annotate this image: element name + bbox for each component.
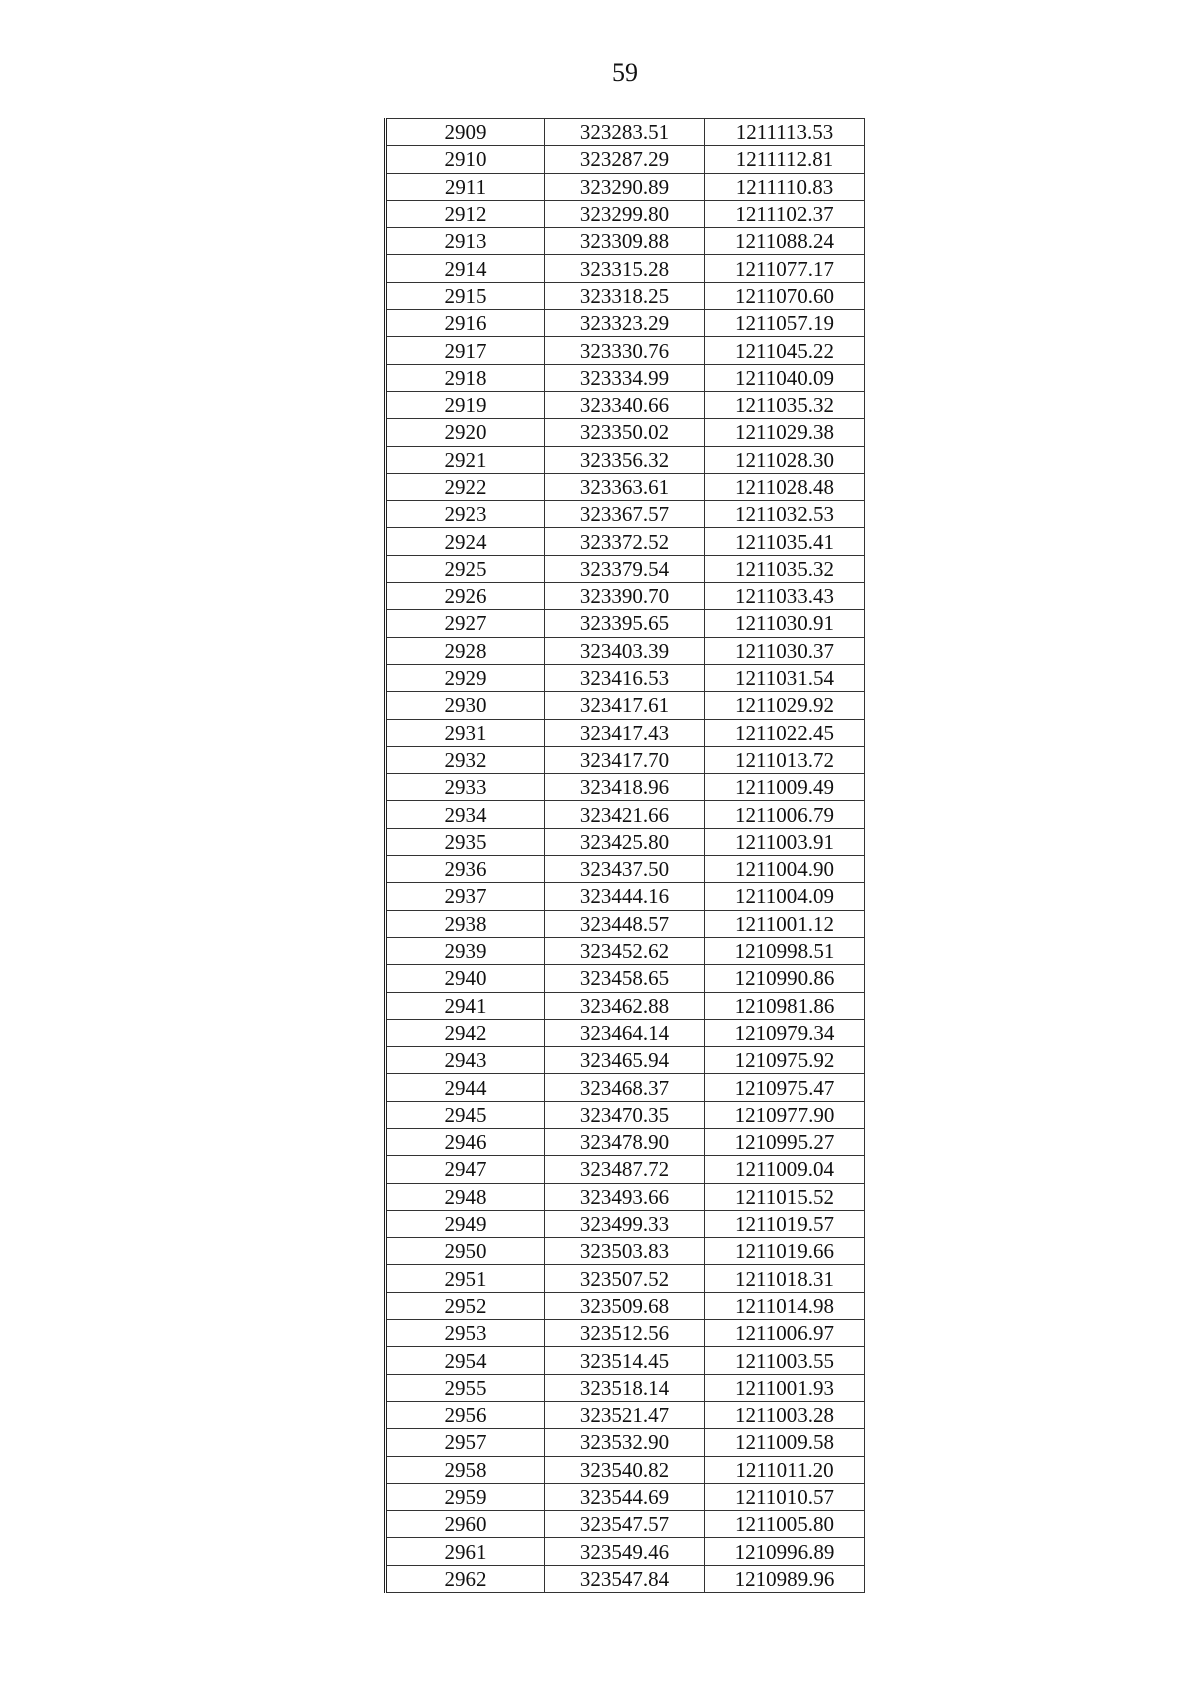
table-row [386, 1456, 865, 1483]
point-number-cell: 2915 [386, 282, 545, 309]
x-coordinate-cell: 323470.35 [545, 1101, 705, 1128]
y-coordinate-cell: 1211031.54 [705, 664, 865, 691]
table-row [386, 528, 865, 555]
x-coordinate-cell: 323547.84 [545, 1565, 705, 1592]
y-coordinate-cell: 1211028.30 [705, 446, 865, 473]
table-row [386, 1074, 865, 1101]
table-row [386, 992, 865, 1019]
point-number-cell: 2954 [386, 1347, 545, 1374]
x-coordinate-cell: 323318.25 [545, 282, 705, 309]
table-row [386, 1047, 865, 1074]
table-row [386, 1401, 865, 1428]
x-coordinate-cell: 323372.52 [545, 528, 705, 555]
y-coordinate-cell: 1211019.66 [705, 1238, 865, 1265]
point-number-cell: 2945 [386, 1101, 545, 1128]
x-coordinate-cell: 323452.62 [545, 937, 705, 964]
x-coordinate-cell: 323417.43 [545, 719, 705, 746]
point-number-cell: 2939 [386, 937, 545, 964]
y-coordinate-cell: 1211057.19 [705, 310, 865, 337]
y-coordinate-cell: 1211102.37 [705, 200, 865, 227]
x-coordinate-cell: 323309.88 [545, 228, 705, 255]
y-coordinate-cell: 1211019.57 [705, 1210, 865, 1237]
point-number-cell: 2925 [386, 555, 545, 582]
point-number-cell: 2951 [386, 1265, 545, 1292]
point-number-cell: 2949 [386, 1210, 545, 1237]
point-number-cell: 2958 [386, 1456, 545, 1483]
x-coordinate-cell: 323544.69 [545, 1483, 705, 1510]
x-coordinate-cell: 323487.72 [545, 1156, 705, 1183]
point-number-cell: 2936 [386, 856, 545, 883]
point-number-cell: 2919 [386, 391, 545, 418]
x-coordinate-cell: 323418.96 [545, 774, 705, 801]
table-row [386, 1511, 865, 1538]
point-number-cell: 2943 [386, 1047, 545, 1074]
y-coordinate-cell: 1210979.34 [705, 1019, 865, 1046]
x-coordinate-cell: 323367.57 [545, 501, 705, 528]
table-row [386, 883, 865, 910]
x-coordinate-cell: 323547.57 [545, 1511, 705, 1538]
y-coordinate-cell: 1211029.92 [705, 692, 865, 719]
point-number-cell: 2923 [386, 501, 545, 528]
y-coordinate-cell: 1211018.31 [705, 1265, 865, 1292]
page-number: 59 [612, 58, 638, 87]
y-coordinate-cell: 1210998.51 [705, 937, 865, 964]
x-coordinate-cell: 323512.56 [545, 1320, 705, 1347]
point-number-cell: 2926 [386, 583, 545, 610]
point-number-cell: 2928 [386, 637, 545, 664]
point-number-cell: 2916 [386, 310, 545, 337]
y-coordinate-cell: 1211032.53 [705, 501, 865, 528]
y-coordinate-cell: 1210996.89 [705, 1538, 865, 1565]
table-row [386, 1128, 865, 1155]
table-row [386, 1019, 865, 1046]
y-coordinate-cell: 1211014.98 [705, 1292, 865, 1319]
point-number-cell: 2930 [386, 692, 545, 719]
table-row [386, 1292, 865, 1319]
point-number-cell: 2962 [386, 1565, 545, 1592]
x-coordinate-cell: 323330.76 [545, 337, 705, 364]
x-coordinate-cell: 323379.54 [545, 555, 705, 582]
y-coordinate-cell: 1211009.58 [705, 1429, 865, 1456]
x-coordinate-cell: 323509.68 [545, 1292, 705, 1319]
point-number-cell: 2932 [386, 746, 545, 773]
y-coordinate-cell: 1211088.24 [705, 228, 865, 255]
x-coordinate-cell: 323514.45 [545, 1347, 705, 1374]
x-coordinate-cell: 323540.82 [545, 1456, 705, 1483]
table-row [386, 1265, 865, 1292]
point-number-cell: 2938 [386, 910, 545, 937]
x-coordinate-cell: 323315.28 [545, 255, 705, 282]
x-coordinate-cell: 323518.14 [545, 1374, 705, 1401]
point-number-cell: 2922 [386, 473, 545, 500]
point-number-cell: 2918 [386, 364, 545, 391]
table-row [386, 746, 865, 773]
x-coordinate-cell: 323417.61 [545, 692, 705, 719]
y-coordinate-cell: 1211030.91 [705, 610, 865, 637]
y-coordinate-cell: 1211033.43 [705, 583, 865, 610]
point-number-cell: 2934 [386, 801, 545, 828]
y-coordinate-cell: 1210989.96 [705, 1565, 865, 1592]
x-coordinate-cell: 323507.52 [545, 1265, 705, 1292]
y-coordinate-cell: 1211015.52 [705, 1183, 865, 1210]
point-number-cell: 2959 [386, 1483, 545, 1510]
table-row [386, 1483, 865, 1510]
point-number-cell: 2955 [386, 1374, 545, 1401]
table-row [386, 446, 865, 473]
table-row [386, 555, 865, 582]
x-coordinate-cell: 323403.39 [545, 637, 705, 664]
table-row [386, 637, 865, 664]
point-number-cell: 2911 [386, 173, 545, 200]
x-coordinate-cell: 323299.80 [545, 200, 705, 227]
x-coordinate-cell: 323464.14 [545, 1019, 705, 1046]
y-coordinate-cell: 1210975.92 [705, 1047, 865, 1074]
table-row [386, 1374, 865, 1401]
y-coordinate-cell: 1211028.48 [705, 473, 865, 500]
y-coordinate-cell: 1211004.09 [705, 883, 865, 910]
table-row [386, 774, 865, 801]
point-number-cell: 2950 [386, 1238, 545, 1265]
x-coordinate-cell: 323363.61 [545, 473, 705, 500]
x-coordinate-cell: 323417.70 [545, 746, 705, 773]
y-coordinate-cell: 1211045.22 [705, 337, 865, 364]
x-coordinate-cell: 323334.99 [545, 364, 705, 391]
point-number-cell: 2917 [386, 337, 545, 364]
y-coordinate-cell: 1211040.09 [705, 364, 865, 391]
point-number-cell: 2921 [386, 446, 545, 473]
y-coordinate-cell: 1210975.47 [705, 1074, 865, 1101]
point-number-cell: 2948 [386, 1183, 545, 1210]
x-coordinate-cell: 323416.53 [545, 664, 705, 691]
y-coordinate-cell: 1211009.49 [705, 774, 865, 801]
x-coordinate-cell: 323448.57 [545, 910, 705, 937]
y-coordinate-cell: 1211070.60 [705, 282, 865, 309]
y-coordinate-cell: 1211112.81 [705, 146, 865, 173]
x-coordinate-cell: 323462.88 [545, 992, 705, 1019]
y-coordinate-cell: 1211110.83 [705, 173, 865, 200]
point-number-cell: 2940 [386, 965, 545, 992]
point-number-cell: 2942 [386, 1019, 545, 1046]
point-number-cell: 2953 [386, 1320, 545, 1347]
y-coordinate-cell: 1211004.90 [705, 856, 865, 883]
table-row [386, 1347, 865, 1374]
x-coordinate-cell: 323350.02 [545, 419, 705, 446]
y-coordinate-cell: 1211013.72 [705, 746, 865, 773]
point-number-cell: 2913 [386, 228, 545, 255]
point-number-cell: 2924 [386, 528, 545, 555]
point-number-cell: 2944 [386, 1074, 545, 1101]
table-row [386, 937, 865, 964]
point-number-cell: 2912 [386, 200, 545, 227]
table-row [386, 692, 865, 719]
point-number-cell: 2937 [386, 883, 545, 910]
x-coordinate-cell: 323287.29 [545, 146, 705, 173]
table-row [386, 282, 865, 309]
y-coordinate-cell: 1211009.04 [705, 1156, 865, 1183]
y-coordinate-cell: 1211003.28 [705, 1401, 865, 1428]
point-number-cell: 2961 [386, 1538, 545, 1565]
point-number-cell: 2914 [386, 255, 545, 282]
y-coordinate-cell: 1210990.86 [705, 965, 865, 992]
x-coordinate-cell: 323340.66 [545, 391, 705, 418]
point-number-cell: 2933 [386, 774, 545, 801]
point-number-cell: 2960 [386, 1511, 545, 1538]
y-coordinate-cell: 1211011.20 [705, 1456, 865, 1483]
point-number-cell: 2929 [386, 664, 545, 691]
x-coordinate-cell: 323465.94 [545, 1047, 705, 1074]
x-coordinate-cell: 323356.32 [545, 446, 705, 473]
point-number-cell: 2920 [386, 419, 545, 446]
y-coordinate-cell: 1211001.93 [705, 1374, 865, 1401]
x-coordinate-cell: 323521.47 [545, 1401, 705, 1428]
x-coordinate-cell: 323283.51 [545, 119, 705, 146]
table-row [386, 255, 865, 282]
point-number-cell: 2910 [386, 146, 545, 173]
table-row [386, 910, 865, 937]
x-coordinate-cell: 323532.90 [545, 1429, 705, 1456]
point-number-cell: 2956 [386, 1401, 545, 1428]
y-coordinate-cell: 1211035.32 [705, 555, 865, 582]
table-row [386, 1320, 865, 1347]
x-coordinate-cell: 323437.50 [545, 856, 705, 883]
coordinates-table [384, 118, 865, 1593]
y-coordinate-cell: 1211077.17 [705, 255, 865, 282]
table-row [386, 419, 865, 446]
point-number-cell: 2935 [386, 828, 545, 855]
table-row [386, 337, 865, 364]
point-number-cell: 2957 [386, 1429, 545, 1456]
table-row [386, 173, 865, 200]
table-row [386, 610, 865, 637]
table-row [386, 583, 865, 610]
y-coordinate-cell: 1211010.57 [705, 1483, 865, 1510]
point-number-cell: 2946 [386, 1128, 545, 1155]
x-coordinate-cell: 323468.37 [545, 1074, 705, 1101]
y-coordinate-cell: 1211003.55 [705, 1347, 865, 1374]
table-row [386, 228, 865, 255]
y-coordinate-cell: 1211003.91 [705, 828, 865, 855]
x-coordinate-cell: 323478.90 [545, 1128, 705, 1155]
y-coordinate-cell: 1211005.80 [705, 1511, 865, 1538]
table-row [386, 200, 865, 227]
y-coordinate-cell: 1211035.41 [705, 528, 865, 555]
point-number-cell: 2931 [386, 719, 545, 746]
table-row [386, 828, 865, 855]
x-coordinate-cell: 323458.65 [545, 965, 705, 992]
y-coordinate-cell: 1210981.86 [705, 992, 865, 1019]
point-number-cell: 2947 [386, 1156, 545, 1183]
y-coordinate-cell: 1211035.32 [705, 391, 865, 418]
x-coordinate-cell: 323425.80 [545, 828, 705, 855]
table-row [386, 1565, 865, 1592]
y-coordinate-cell: 1211022.45 [705, 719, 865, 746]
table-row [386, 146, 865, 173]
point-number-cell: 2952 [386, 1292, 545, 1319]
table-row [386, 391, 865, 418]
point-number-cell: 2927 [386, 610, 545, 637]
x-coordinate-cell: 323499.33 [545, 1210, 705, 1237]
x-coordinate-cell: 323493.66 [545, 1183, 705, 1210]
x-coordinate-cell: 323390.70 [545, 583, 705, 610]
table-row [386, 1101, 865, 1128]
table-row [386, 364, 865, 391]
table-row [386, 501, 865, 528]
table-row [386, 965, 865, 992]
y-coordinate-cell: 1211029.38 [705, 419, 865, 446]
y-coordinate-cell: 1211030.37 [705, 637, 865, 664]
table-row [386, 719, 865, 746]
point-number-cell: 2941 [386, 992, 545, 1019]
x-coordinate-cell: 323421.66 [545, 801, 705, 828]
table-row [386, 1538, 865, 1565]
y-coordinate-cell: 1211006.97 [705, 1320, 865, 1347]
table-row [386, 119, 865, 146]
table-row [386, 801, 865, 828]
x-coordinate-cell: 323503.83 [545, 1238, 705, 1265]
table-row [386, 473, 865, 500]
x-coordinate-cell: 323395.65 [545, 610, 705, 637]
x-coordinate-cell: 323549.46 [545, 1538, 705, 1565]
table-row [386, 856, 865, 883]
table-row [386, 1156, 865, 1183]
y-coordinate-cell: 1211113.53 [705, 119, 865, 146]
y-coordinate-cell: 1210995.27 [705, 1128, 865, 1155]
table-row [386, 1183, 865, 1210]
table-row [386, 1429, 865, 1456]
table-row [386, 664, 865, 691]
x-coordinate-cell: 323444.16 [545, 883, 705, 910]
y-coordinate-cell: 1210977.90 [705, 1101, 865, 1128]
y-coordinate-cell: 1211006.79 [705, 801, 865, 828]
table-row [386, 1210, 865, 1237]
table-row [386, 1238, 865, 1265]
y-coordinate-cell: 1211001.12 [705, 910, 865, 937]
table-row [386, 310, 865, 337]
x-coordinate-cell: 323290.89 [545, 173, 705, 200]
coordinates-table-body [386, 119, 865, 1593]
point-number-cell: 2909 [386, 119, 545, 146]
x-coordinate-cell: 323323.29 [545, 310, 705, 337]
